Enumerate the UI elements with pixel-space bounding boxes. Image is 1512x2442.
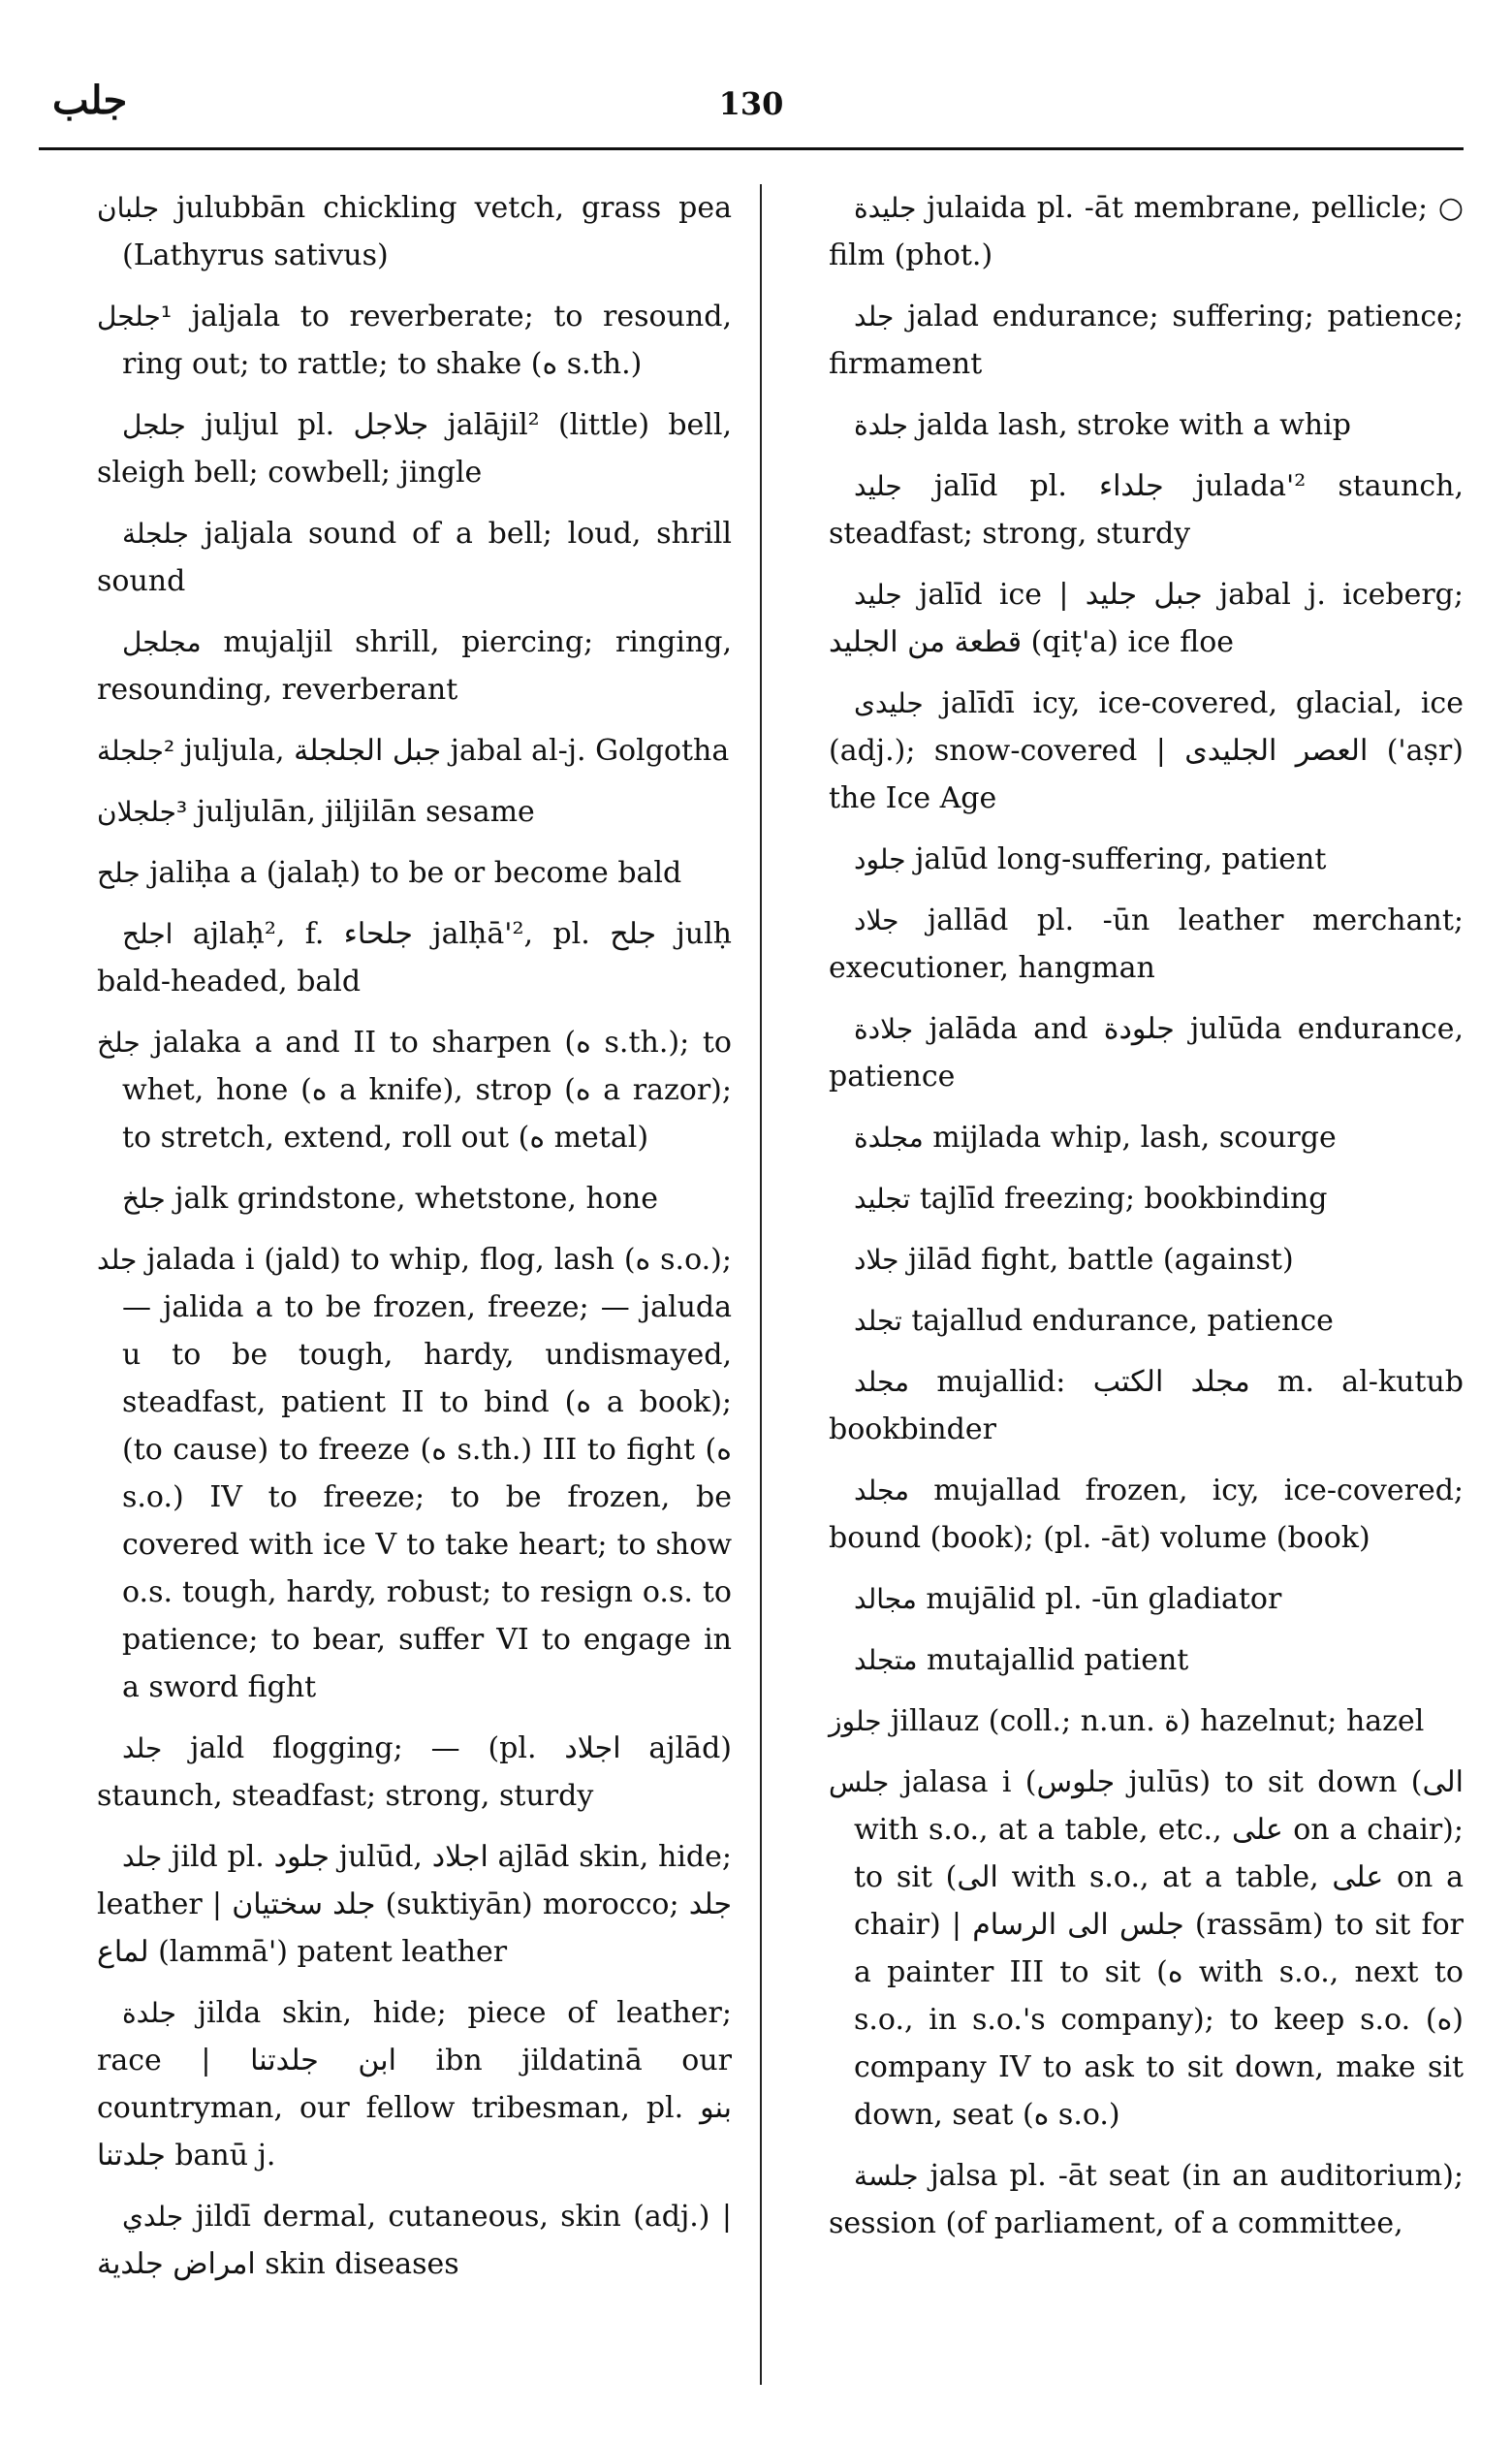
entry-definition: jalsa pl. -āt seat (in an auditorium); session (of parliament, of a committee, (829, 2159, 1464, 2240)
arabic-headword: جلدي (122, 2201, 184, 2233)
left-column (97, 184, 732, 2301)
entry-definition: jaliḥa a (jalaḥ) to be or become bald (149, 856, 682, 890)
arabic-headword: جليدة (854, 192, 917, 224)
arabic-headword: جلسة (854, 2160, 919, 2192)
dictionary-entry (97, 1236, 732, 1711)
dictionary-entry (97, 727, 732, 775)
dictionary-subentry (97, 510, 732, 605)
dictionary-subentry (829, 1236, 1464, 1284)
entry-definition: jillauz (coll.; n.un. ة) hazelnut; hazel (891, 1704, 1425, 1738)
dictionary-subentry (97, 1833, 732, 1976)
dictionary-subentry (829, 1575, 1464, 1623)
arabic-headword: مجلد (854, 1475, 910, 1506)
arabic-headword: متجلد (854, 1644, 918, 1676)
dictionary-entry (829, 1759, 1464, 2139)
arabic-headword: مجالد (854, 1583, 917, 1615)
arabic-headword: جلجل (122, 409, 186, 441)
arabic-headword: جلود (854, 843, 906, 875)
entry-definition: jildī dermal, cutaneous, skin (adj.) | امراض جلدية skin diseases (97, 2200, 732, 2281)
entry-definition: jallād pl. -ūn leather merchant; executioner, hangman (829, 904, 1464, 985)
entry-definition: jalasa i (جلوس julūs) to sit down (الى with s.o., at a table, etc., على on a chair); to sit (الى with s.o., at a table, على on a chair) | جلس الى الرسام (rassām) to sit for a painter III to sit (ه with s.o., next to s.o., in s.o.'s company); to keep s.o. (ه) company IV to ask to sit down, make sit down, seat (ه s.o.) (854, 1765, 1464, 2132)
dictionary-subentry (829, 571, 1464, 666)
arabic-headword: جلح (97, 857, 141, 889)
entry-definition: jald flogging; — (pl. اجلاد ajlād) staunch, steadfast; strong, sturdy (97, 1731, 732, 1813)
entry-definition: tajallud endurance, patience (911, 1304, 1334, 1338)
entry-definition: tajlīd freezing; bookbinding (919, 1182, 1328, 1216)
arabic-headword: مجلد (854, 1366, 910, 1398)
entry-definition: mujaljil shrill, piercing; ringing, resounding, reverberant (97, 625, 732, 707)
column-divider (760, 184, 762, 2385)
arabic-headword: جليد (854, 470, 902, 502)
entry-definition: jaljala sound of a bell; loud, shrill sound (97, 517, 732, 598)
entry-definition: julubbān chickling vetch, grass pea (Lathyrus sativus) (122, 191, 732, 272)
arabic-headword: جلبان (97, 192, 160, 224)
arabic-headword: جلس (829, 1766, 890, 1798)
arabic-headword: ²جلجلة (97, 735, 175, 767)
dictionary-subentry (97, 910, 732, 1005)
dictionary-entry (97, 1019, 732, 1161)
entry-definition: juljula, جبل الجلجلة jabal al-j. Golgotha (183, 734, 730, 768)
dictionary-subentry (829, 462, 1464, 557)
dictionary-subentry (829, 897, 1464, 992)
entry-definition: jalīd pl. جلداء julada'² staunch, steadfast; strong, sturdy (829, 469, 1464, 551)
dictionary-subentry (829, 1358, 1464, 1453)
right-column (829, 184, 1464, 2261)
page-number: 130 (718, 85, 784, 122)
dictionary-entry (97, 849, 732, 897)
dictionary-subentry (829, 1175, 1464, 1222)
entry-definition: jalīdī icy, ice-covered, glacial, ice (adj.); snow-covered | العصر الجليدى ('aṣr) the Ice Age (829, 686, 1464, 815)
dictionary-entry (97, 184, 732, 279)
arabic-headword: جلخ (122, 1183, 166, 1215)
arabic-headword: جلخ (97, 1027, 141, 1059)
dictionary-subentry (97, 1989, 732, 2179)
dictionary-subentry (97, 401, 732, 496)
entry-definition: jilād fight, battle (against) (908, 1243, 1294, 1277)
page-header (39, 78, 1464, 155)
dictionary-subentry (829, 293, 1464, 388)
dictionary-subentry (829, 184, 1464, 279)
entry-definition: mijlada whip, lash, scourge (932, 1121, 1337, 1155)
arabic-headword: ³جلجلان (97, 796, 188, 828)
arabic-headword: تجلد (854, 1305, 902, 1337)
entry-definition: jalad endurance; suffering; patience; firmament (829, 300, 1465, 381)
entry-definition: mutajallid patient (927, 1643, 1189, 1677)
arabic-headword: اجلح (122, 918, 173, 950)
dictionary-entry (829, 1697, 1464, 1745)
entry-definition: jalaka a and II to sharpen (ه s.th.); to whet, hone (ه a knife), strop (ه a razor); to stretch, extend, roll out (ه metal) (122, 1026, 732, 1155)
entry-definition: jalūd long-suffering, patient (915, 842, 1327, 876)
arabic-headword: جلاد (854, 1244, 899, 1276)
arabic-headword: جلجلة (122, 518, 189, 550)
arabic-headword: مجلدة (854, 1122, 924, 1154)
entry-definition: jalada i (jald) to whip, flog, lash (ه s.o.); — jalida a to be frozen, freeze; — jaluda u to be tough, hardy, undismayed, steadfast, patient II to bind (ه a book); (to cause) to freeze (ه s.th.) III to fight (ه s.o.) IV to freeze; to be frozen, be covered with ice V to take heart; to show o.s. tough, hardy, robust; to resign o.s. to patience; to bear, suffer VI to engage in a sword fight (122, 1243, 733, 1704)
entry-definition: mujālid pl. -ūn gladiator (926, 1582, 1282, 1616)
entry-definition: mujallid: مجلد الكتب m. al-kutub bookbinder (829, 1365, 1464, 1446)
dictionary-entry (97, 788, 732, 836)
arabic-headword: جلدة (122, 1997, 176, 2029)
dictionary-subentry (829, 1467, 1464, 1562)
arabic-headword: جليد (854, 579, 902, 611)
dictionary-subentry (829, 1636, 1464, 1684)
arabic-headword: ¹جلجل (97, 301, 173, 333)
arabic-headword: جلد (854, 301, 895, 333)
arabic-headword: تجليد (854, 1183, 911, 1215)
entry-definition: jaljala to reverberate; to resound, ring out; to rattle; to shake (ه s.th.) (122, 300, 732, 381)
dictionary-entry (97, 293, 732, 388)
dictionary-subentry (829, 680, 1464, 822)
dictionary-subentry (829, 1114, 1464, 1161)
arabic-headword: مجلجل (122, 626, 202, 658)
entry-definition: juljul pl. جلاجل jalājil² (little) bell, sleigh bell; cowbell; jingle (97, 408, 732, 490)
arabic-headword: جلوز (829, 1705, 882, 1737)
arabic-headword: جلد (97, 1244, 138, 1276)
entry-definition: jalda lash, stroke with a whip (917, 408, 1351, 442)
entry-definition: jild pl. جلود julūd, اجلاد ajlād skin, hide; leather | جلد سختيان (suktiyān) morocco; جلد لماع (lammā') patent leather (97, 1840, 733, 1969)
dictionary-subentry (97, 1175, 732, 1222)
arabic-headword: جلدة (854, 409, 908, 441)
dictionary-subentry (829, 1297, 1464, 1345)
entry-definition: ajlaḥ², f. جلحاء jalḥā'², pl. جلح julḥ bald-headed, bald (97, 917, 733, 999)
header-rule (39, 147, 1464, 150)
entry-definition: julaida pl. -āt membrane, pellicle; ○ film (phot.) (829, 191, 1465, 272)
arabic-headword: جليدى (854, 687, 924, 719)
arabic-headword: جلد (122, 1732, 163, 1764)
dictionary-subentry (97, 618, 732, 714)
entry-definition: jalk grindstone, whetstone, hone (174, 1182, 658, 1216)
entry-definition: juljulān, jiljilān sesame (196, 795, 535, 829)
entry-definition: mujallad frozen, icy, ice-covered; bound (book); (pl. -āt) volume (book) (829, 1474, 1465, 1555)
dictionary-subentry (829, 1005, 1464, 1100)
guide-word: جلب (52, 78, 128, 123)
dictionary-subentry (97, 1725, 732, 1820)
arabic-headword: جلاد (854, 904, 899, 936)
arabic-headword: جلد (122, 1841, 163, 1873)
dictionary-subentry (829, 836, 1464, 883)
entry-definition: jalīd ice | جبل جليد jabal j. iceberg; قطعة من الجليد (qiṭ'a) ice floe (829, 578, 1464, 659)
entry-definition: jalāda and جلودة julūda endurance, patience (829, 1012, 1464, 1094)
dictionary-subentry (829, 401, 1464, 449)
arabic-headword: جلادة (854, 1013, 914, 1045)
entry-definition: jilda skin, hide; piece of leather; race | ابن جلدتنا ibn jildatinā our countryman, our fellow tribesman, pl. بنو جلدتنا banū j. (97, 1996, 733, 2172)
dictionary-subentry (829, 2152, 1464, 2247)
dictionary-subentry (97, 2193, 732, 2288)
